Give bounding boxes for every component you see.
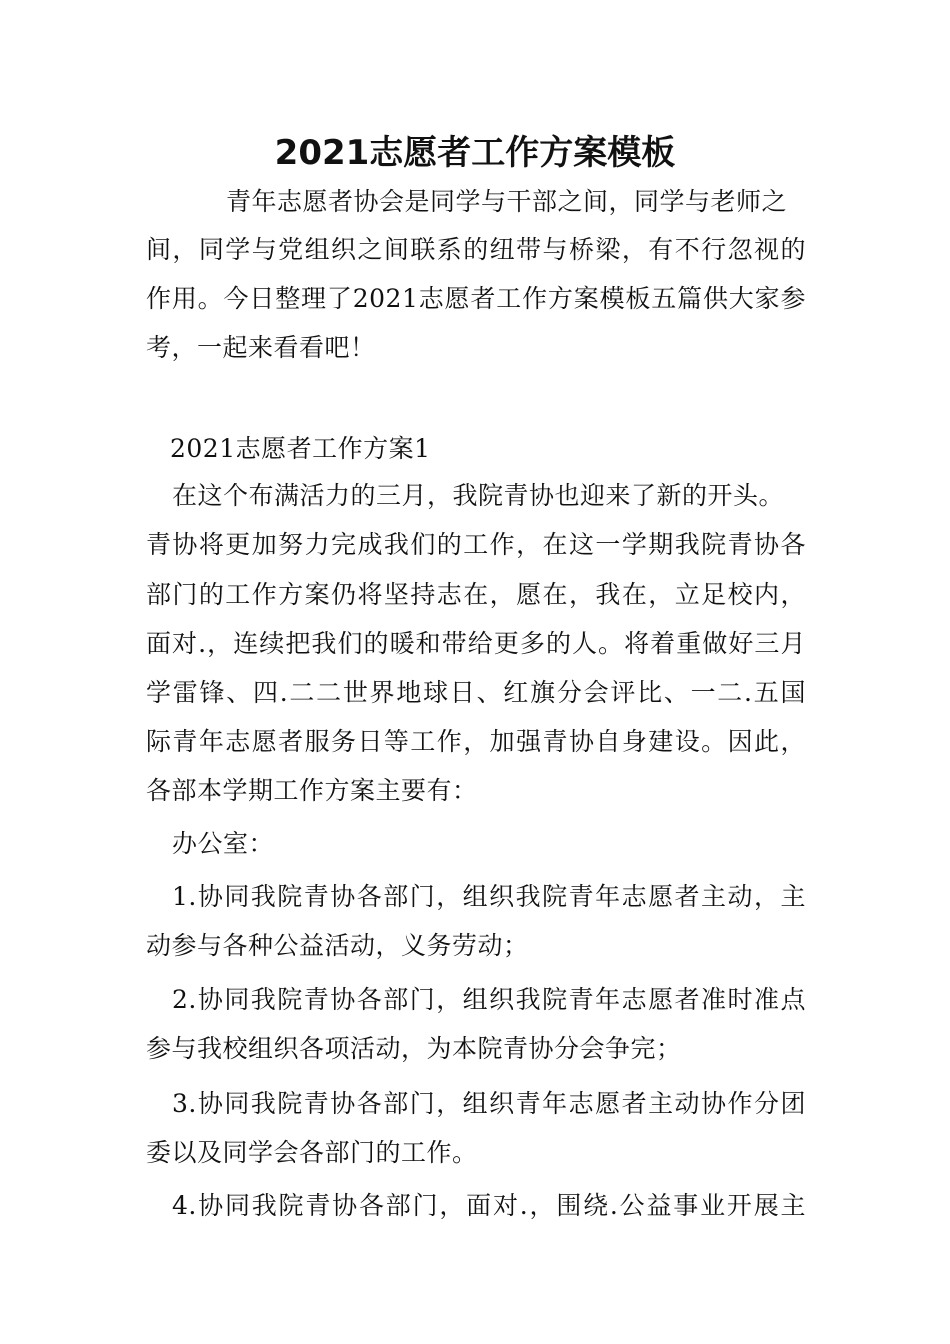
section-heading-1: 2021志愿者工作方案1 <box>170 434 431 463</box>
office-heading: 办公室： <box>172 829 275 858</box>
item-1-line-2: 动参与各种公益活动，义务劳动； <box>146 931 529 960</box>
body-line-4: 面对.，连续把我们的暖和带给更多的人。将着重做好三月 <box>146 629 806 658</box>
body-line-2: 青协将更加努力完成我们的工作，在这一学期我院青协各 <box>146 530 806 559</box>
intro-line-3: 作用。今日整理了2021志愿者工作方案模板五篇供大家参 <box>146 284 806 313</box>
item-2-line-1: 2.协同我院青协各部门，组织我院青年志愿者准时准点 <box>172 985 806 1014</box>
intro-line-2: 间，同学与党组织之间联系的纽带与桥梁，有不行忽视的 <box>146 235 806 264</box>
item-4-line-1: 4.协同我院青协各部门，面对.，围绕.公益事业开展主 <box>172 1191 806 1220</box>
item-2-line-2: 参与我校组织各项活动，为本院青协分会争完； <box>146 1034 682 1063</box>
body-line-3: 部门的工作方案仍将坚持志在，愿在，我在，立足校内， <box>146 580 806 609</box>
document-title: 2021志愿者工作方案模板 <box>274 133 676 173</box>
item-3-line-1: 3.协同我院青协各部门，组织青年志愿者主动协作分团 <box>172 1089 806 1118</box>
intro-line-4: 考，一起来看看吧！ <box>146 333 376 362</box>
body-line-6: 际青年志愿者服务日等工作，加强青协自身建设。因此， <box>146 727 806 756</box>
body-line-1: 在这个布满活力的三月，我院青协也迎来了新的开头。 <box>172 481 785 510</box>
body-line-5: 学雷锋、四.二二世界地球日、红旗分会评比、一二.五国 <box>146 678 806 707</box>
item-3-line-2: 委以及同学会各部门的工作。 <box>146 1138 478 1167</box>
body-line-7: 各部本学期工作方案主要有： <box>146 776 478 805</box>
item-1-line-1: 1.协同我院青协各部门，组织我院青年志愿者主动，主 <box>172 882 806 911</box>
intro-line-1: 青年志愿者协会是同学与干部之间，同学与老师之 <box>226 187 788 216</box>
